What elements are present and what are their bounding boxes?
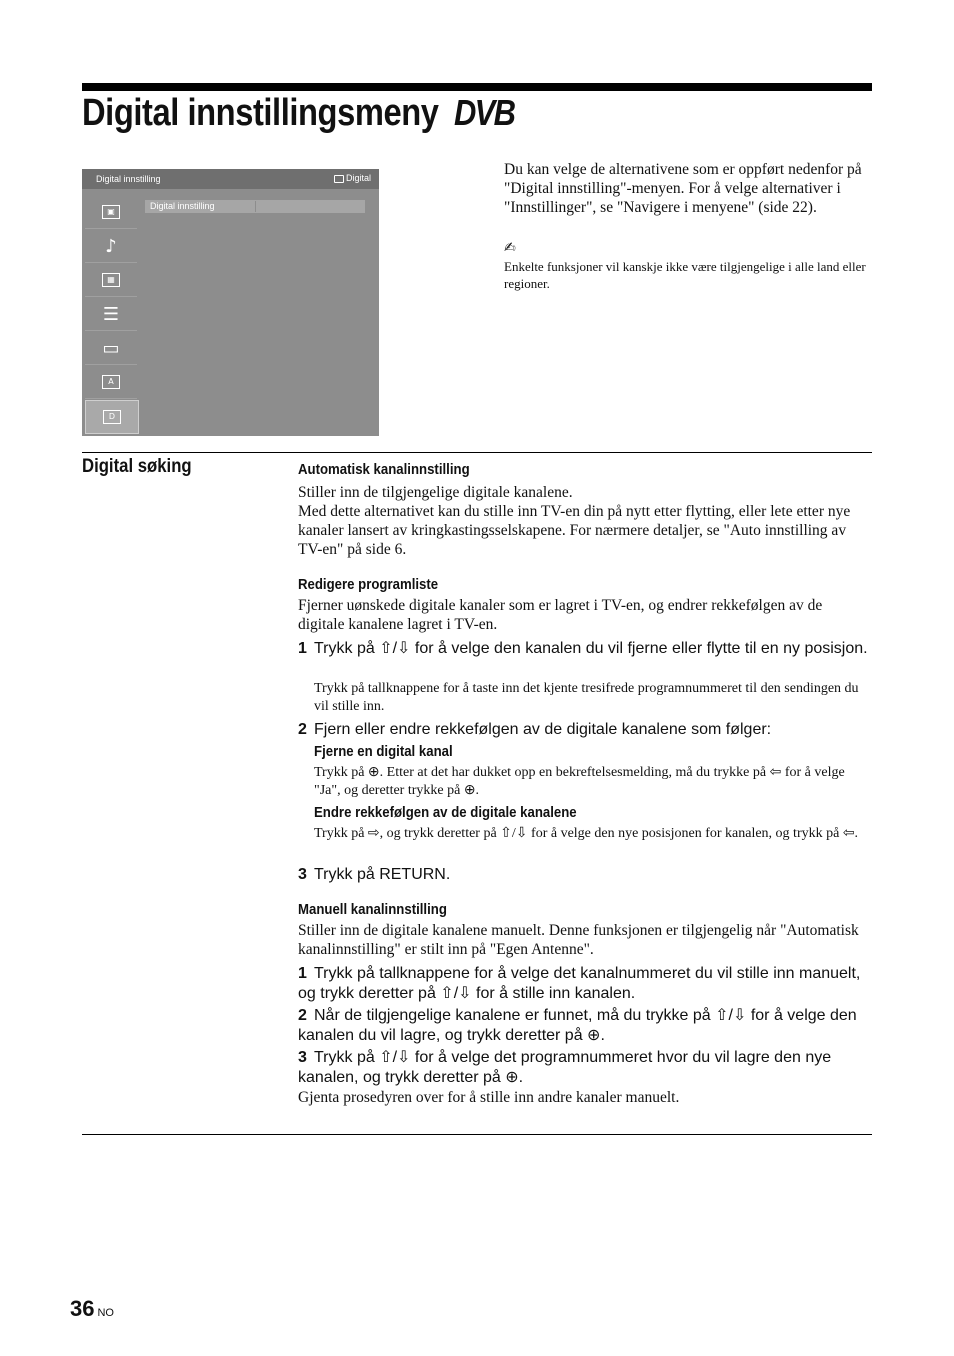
tv-menu-header (82, 169, 379, 189)
input-icon (334, 175, 344, 183)
manual-step-3 (298, 1048, 872, 1088)
tv-menu-header-title: Digital innstilling (96, 174, 161, 184)
order-text: Trykk på ⇨, og trykk deretter på ⇧/⇩ for å velge den nye posisjonen for kanalen, og trykk på ⇦. (314, 826, 859, 841)
step-number: 2 (298, 1007, 307, 1024)
section-top-rule (82, 452, 872, 453)
step-text: Trykk på RETURN. (314, 866, 451, 883)
screen-icon: ▦ (85, 264, 137, 297)
auto-p2: Med dette alternativet kan du stille inn TV-en din på nytt etter flytting, eller lete etter nye kanaler lansert av kringkastingsselskapene. For nærmere detaljer, se "Auto innstilling av TV-en" på side 6. (298, 503, 851, 558)
remove-text: Trykk på ⊕. Etter at det har dukket opp en bekreftelsesmelding, må du trykke på ⇦ for å velge "Ja", og deretter trykke på ⊕. (314, 765, 845, 798)
note-text: Enkelte funksjoner vil kanskje ikke være tilgjengelige i alle land eller regioner. (504, 259, 866, 291)
step-number: 3 (298, 1049, 307, 1066)
step-text: Når de tilgjengelige kanalene er funnet, må du trykke på ⇧/⇩ for å velge den kanalen du vil lagre, og trykk deretter på ⊕. (298, 1007, 857, 1044)
edit-step-2 (298, 720, 872, 740)
step-text: Fjern eller endre rekkefølgen av de digitale kanalene som følger: (314, 721, 772, 738)
step-number: 3 (298, 866, 307, 883)
features-icon: ☰ (85, 298, 137, 331)
auto-heading: Automatisk kanalinnstilling (298, 461, 470, 478)
order-heading: Endre rekkefølgen av de digitale kanalene (314, 804, 577, 821)
edit-p1: Fjerner uønskede digitale kanaler som er lagret i TV-en, og endrer rekkefølgen av de digitale kanalene lagret i TV-en. (298, 597, 823, 633)
manual-p1: Stiller inn de digitale kanalene manuelt. Denne funksjonen er tilgjengelig når "Automatisk kanalinnstilling" er stilt inn på "Egen Antenne". (298, 922, 859, 958)
sound-icon: ♪ (85, 230, 137, 263)
page-title (82, 92, 514, 135)
setup-icon: ▭ (85, 332, 137, 365)
tv-menu-item (145, 200, 365, 213)
manual-block (298, 901, 872, 959)
step-number: 1 (298, 965, 307, 982)
note-icon: ✍ (504, 240, 516, 256)
edit-step-3 (298, 865, 872, 885)
auto-p1: Stiller inn de tilgjengelige digitale kanalene. (298, 484, 573, 501)
section-title: Digital søking (82, 456, 192, 477)
dvb-logo: DVB (454, 92, 515, 133)
page-title-text: Digital innstillingsmeny (82, 92, 439, 134)
tv-menu-sidebar (85, 194, 137, 434)
remove-heading: Fjerne en digital kanal (314, 743, 453, 760)
page-lang: NO (97, 1307, 114, 1319)
analog-setup-icon: A (85, 366, 137, 399)
title-rule (82, 83, 872, 91)
manual-footer: Gjenta prosedyren over for å stille inn andre kanaler manuelt. (298, 1089, 680, 1106)
manual-heading: Manuell kanalinnstilling (298, 901, 447, 918)
section-bottom-rule (82, 1134, 872, 1135)
tv-menu-item-divider (255, 201, 256, 212)
tv-menu-screenshot (82, 169, 379, 436)
picture-icon: ▣ (85, 196, 137, 229)
intro-text: Du kan velge de alternativene som er oppført nedenfor på "Digital innstilling"-menyen. For å velge alternativer i "Innstillinger", se "Navigere i menyene" (side 22). (504, 161, 862, 216)
manual-step-2 (298, 1006, 872, 1046)
step-number: 1 (298, 640, 307, 657)
step-number: 2 (298, 721, 307, 738)
auto-block (298, 461, 872, 559)
page-number-value: 36 (70, 1296, 95, 1321)
manual-step-1 (298, 964, 872, 1004)
page-number (70, 1296, 114, 1322)
edit-heading: Redigere programliste (298, 576, 439, 593)
edit-block (298, 576, 872, 634)
step-text: Trykk på tallknappene for å velge det kanalnummeret du vil stille inn manuelt, og trykk deretter på ⇧/⇩ for å stille inn kanalen. (298, 965, 861, 1002)
step-text: Trykk på ⇧/⇩ for å velge det programnummeret hvor du vil lagre den nye kanalen, og trykk deretter på ⊕. (298, 1049, 832, 1086)
tv-menu-item-label: Digital innstilling (150, 201, 215, 211)
digital-setup-icon: D (85, 400, 139, 434)
tv-menu-header-source (334, 173, 371, 183)
edit-step-1 (298, 639, 872, 659)
tv-menu-source-label: Digital (345, 173, 371, 183)
edit-step-1-sub: Trykk på tallknappene for å taste inn det kjente tresifrede programnummeret til den sendingen du vil stille inn. (314, 681, 859, 714)
step-text: Trykk på ⇧/⇩ for å velge den kanalen du vil fjerne eller flytte til en ny posisjon. (314, 640, 868, 657)
